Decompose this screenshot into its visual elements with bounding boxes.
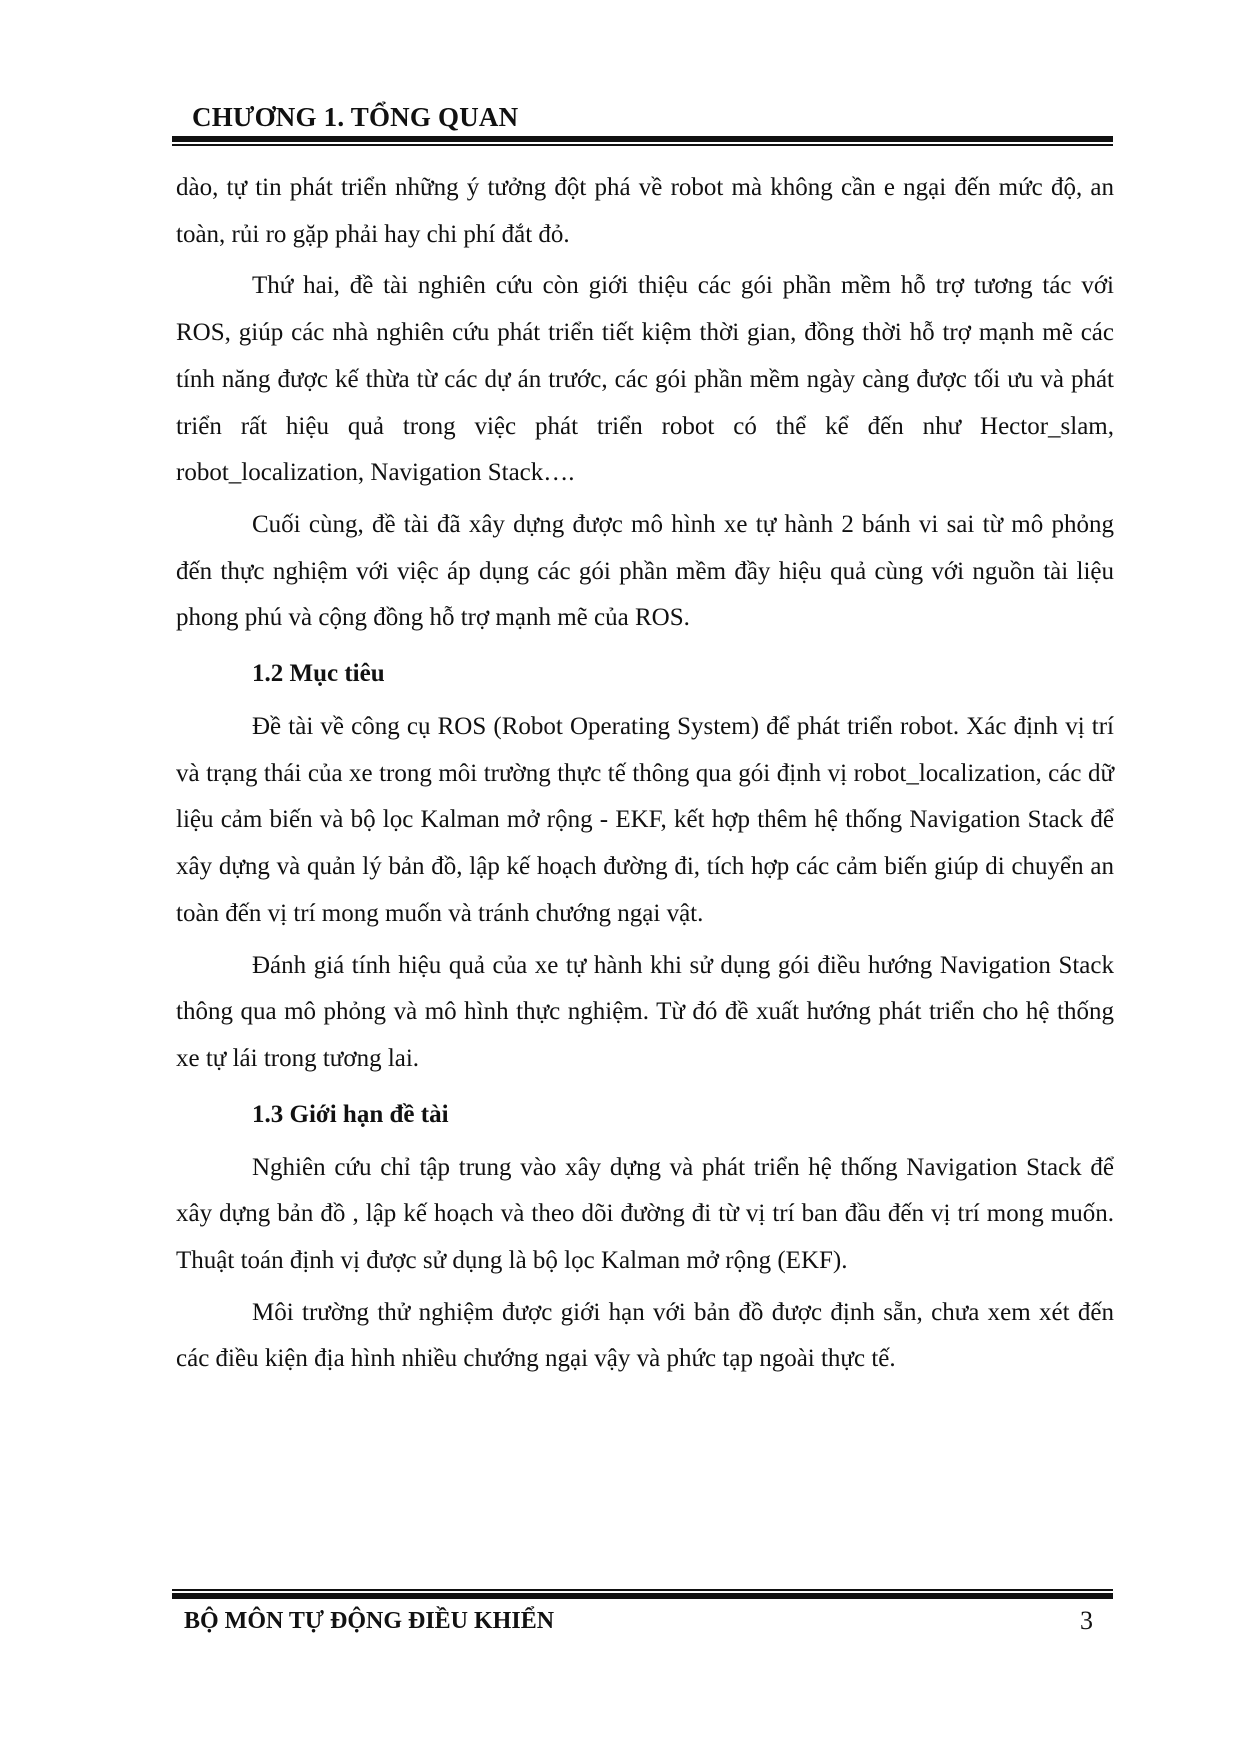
section-heading-scope: 1.3 Giới hạn đề tài (252, 1100, 449, 1128)
page-body (176, 165, 1114, 1388)
chapter-title: CHƯƠNG 1. TỔNG QUAN (192, 102, 519, 132)
footer-rule-thick (172, 1593, 1113, 1599)
paragraph-final-point: Cuối cùng, đề tài đã xây dựng được mô hình xe tự hành 2 bánh vi sai từ mô phỏng đến thực nghiệm với việc áp dụng các gói phần mềm đầy hiệu quả cùng với nguồn tài liệu phong phú và cộng đồng hỗ trợ mạnh mẽ của ROS. (176, 510, 1114, 632)
footer-rule-thin (172, 1589, 1113, 1591)
paragraph-second-point: Thứ hai, đề tài nghiên cứu còn giới thiệu các gói phần mềm hỗ trợ tương tác với ROS, giúp các nhà nghiên cứu phát triển tiết kiệm thời gian, đồng thời hỗ trợ mạnh mẽ các tính năng được kế thừa từ các dự án trước, các gói phần mềm ngày càng được tối ưu và phát triển rất hiệu quả trong việc phát triển robot có thể kể đến như Hector_slam, robot_localization, Navigation Stack…. (176, 272, 1114, 487)
paragraph-evaluation: Đánh giá tính hiệu quả của xe tự hành khi sử dụng gói điều hướng Navigation Stack thông qua mô phỏng và mô hình thực nghiệm. Từ đó đề xuất hướng phát triển cho hệ thống xe tự lái trong tương lai. (176, 951, 1114, 1072)
page-number: 3 (1080, 1606, 1093, 1635)
header-rule-thin (172, 144, 1113, 146)
department-name: BỘ MÔN TỰ ĐỘNG ĐIỀU KHIỂN (184, 1608, 555, 1634)
paragraph-scope: Nghiên cứu chỉ tập trung vào xây dựng và phát triển hệ thống Navigation Stack để xây dựng bản đồ , lập kế hoạch và theo dõi đường đi từ vị trí ban đầu đến vị trí mong muốn. Thuật toán định vị được sử dụng là bộ lọc Kalman mở rộng (EKF). (176, 1153, 1114, 1275)
paragraph-objectives: Đề tài về công cụ ROS (Robot Operating System) để phát triển robot. Xác định vị trí và trạng thái của xe trong môi trường thực tế thông qua gói định vị robot_localization, các dữ liệu cảm biến và bộ lọc Kalman mở rộng - EKF, kết hợp thêm hệ thống Navigation Stack để xây dựng và quản lý bản đồ, lập kế hoạch đường đi, tích hợp các cảm biến giúp di chuyển an toàn đến vị trí mong muốn và tránh chướng ngại vật. (176, 713, 1114, 927)
paragraph-continued: dào, tự tin phát triển những ý tưởng đột phá về robot mà không cần e ngại đến mức độ, an toàn, rủi ro gặp phải hay chi phí đắt đỏ. (176, 174, 1114, 248)
section-heading-objectives: 1.2 Mục tiêu (252, 660, 385, 688)
paragraph-environment: Môi trường thử nghiệm được giới hạn với bản đồ được định sẵn, chưa xem xét đến các điều kiện địa hình nhiều chướng ngại vậy và phức tạp ngoài thực tế. (176, 1298, 1114, 1373)
header-rule-thick (172, 136, 1113, 142)
